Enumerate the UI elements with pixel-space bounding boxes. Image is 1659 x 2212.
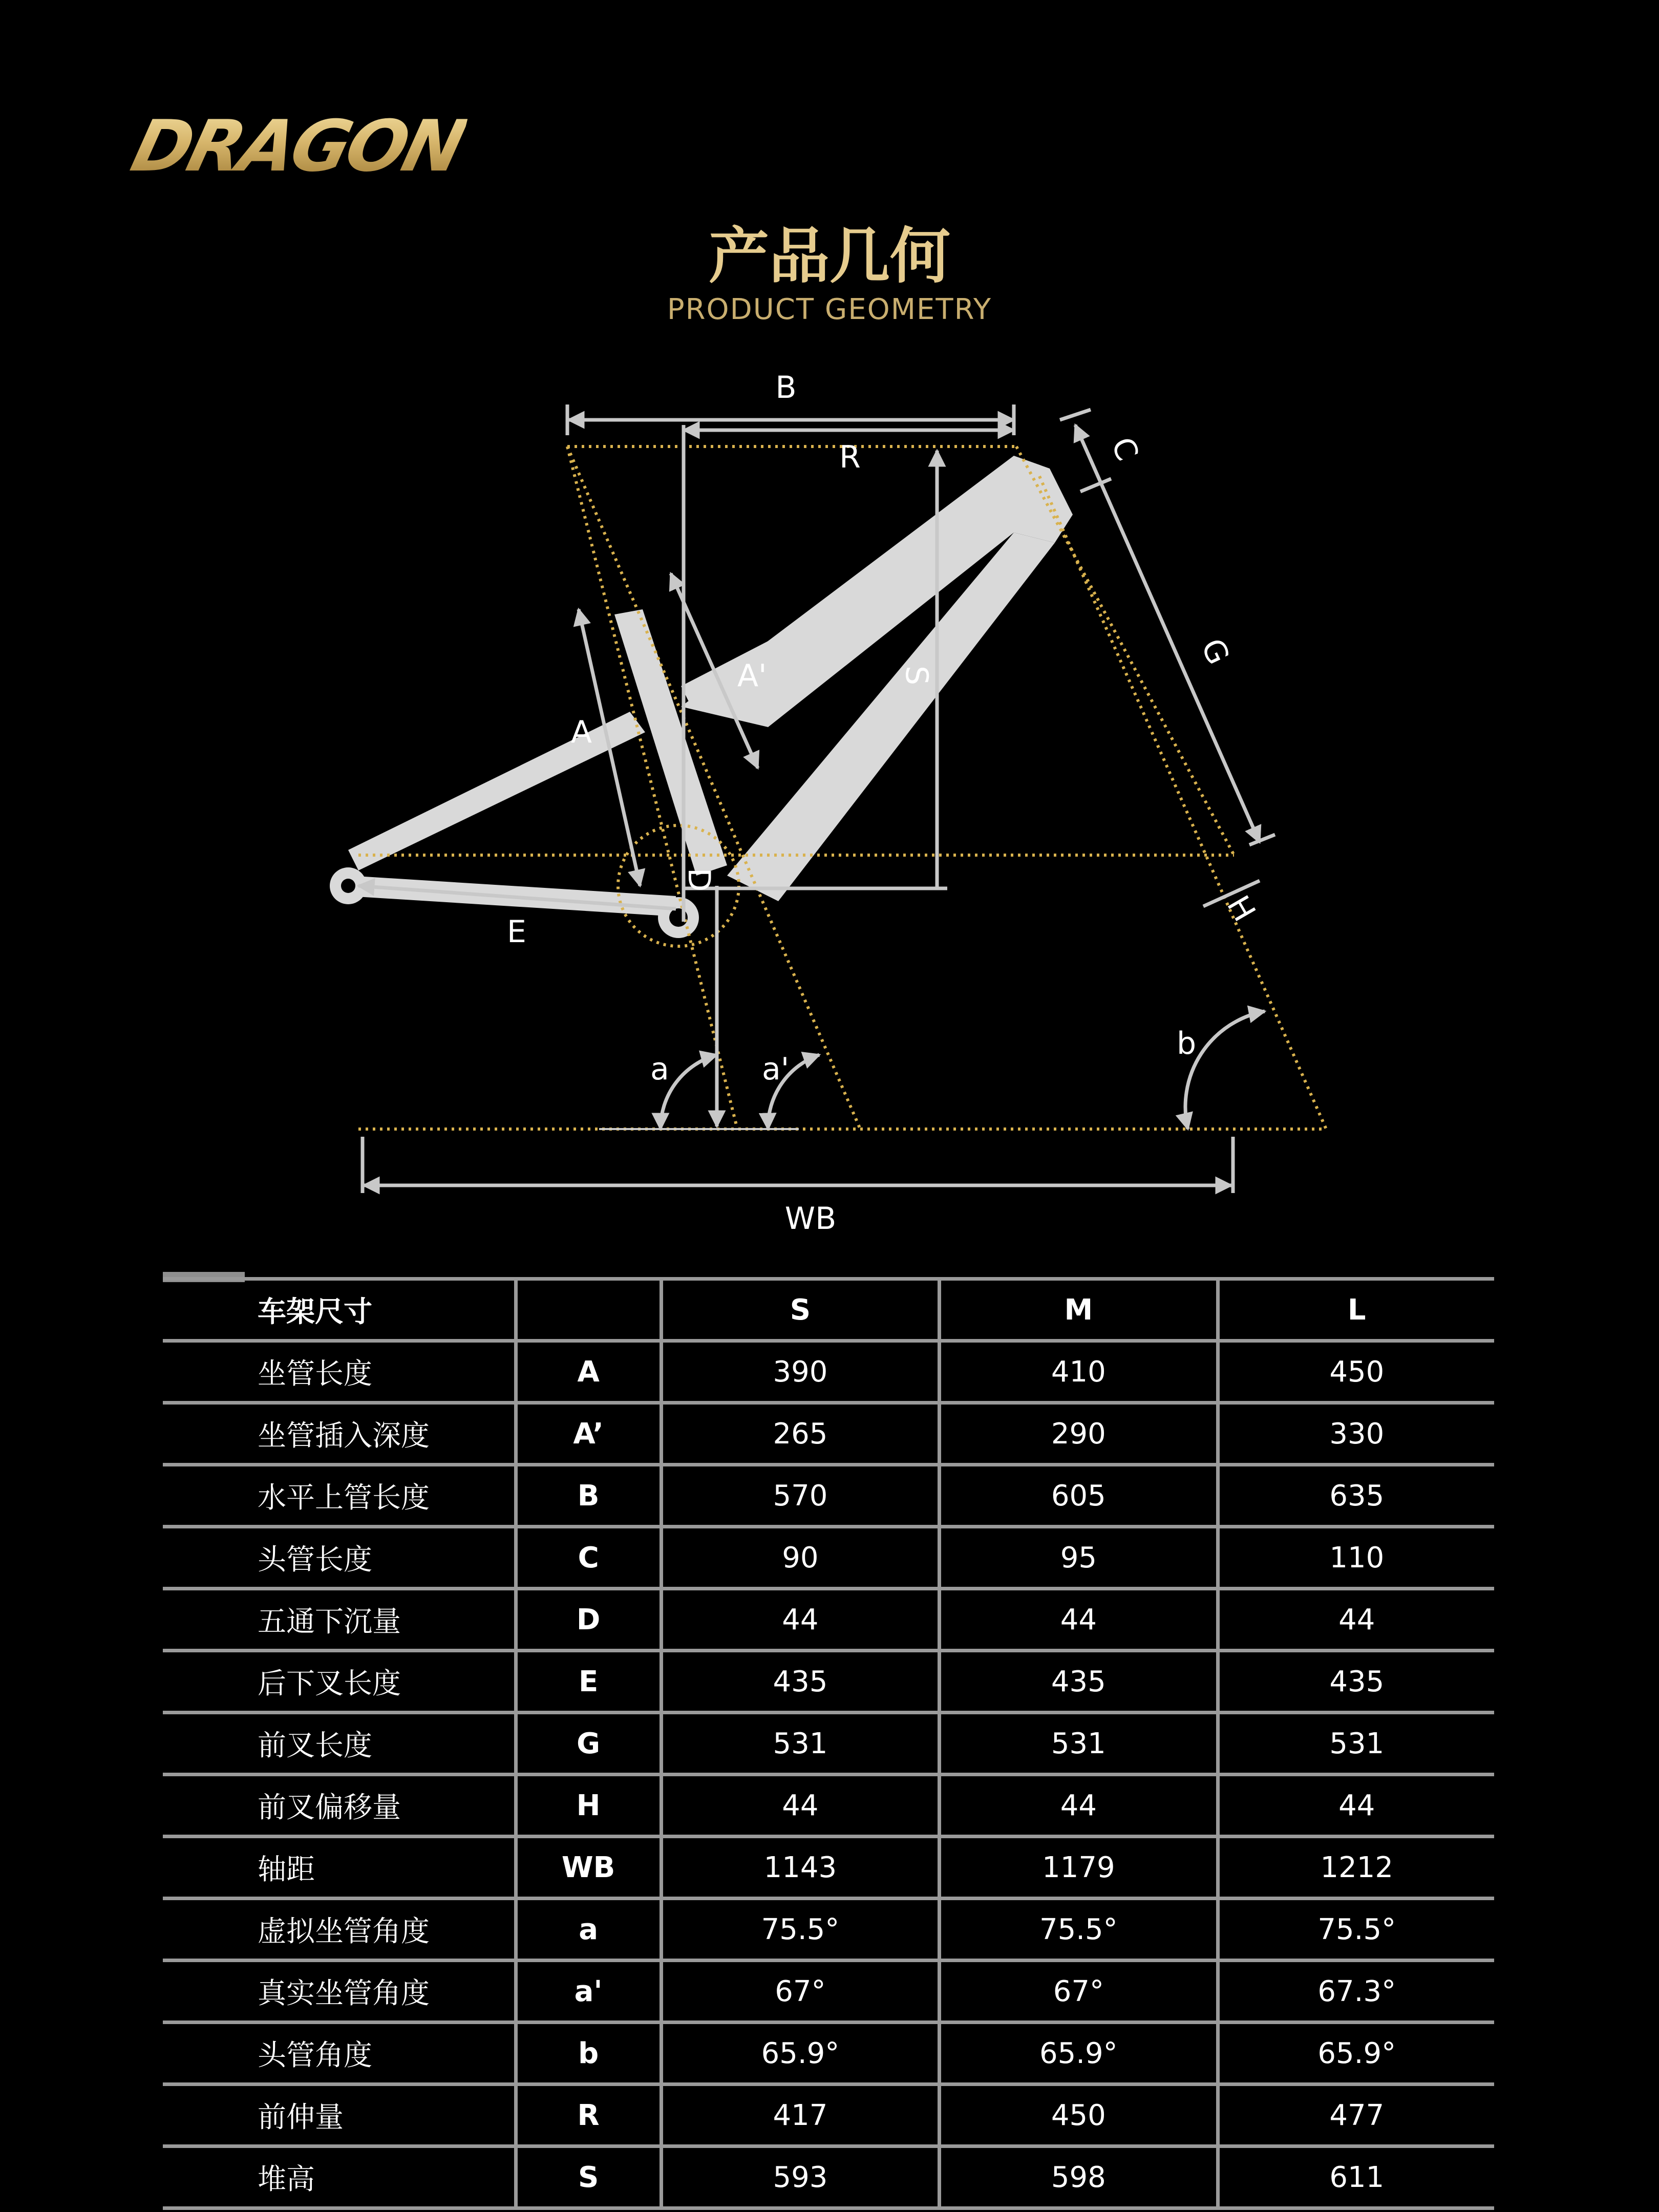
row-code: A’ — [516, 1403, 661, 1465]
table-row — [163, 1465, 1494, 1527]
row-code: a — [516, 1899, 661, 1961]
value-l: 1212 — [1218, 1837, 1494, 1899]
row-name: 头管角度 — [163, 2023, 516, 2085]
value-s: 1143 — [661, 1837, 939, 1899]
geometry-table — [163, 1277, 1494, 2210]
value-l: 44 — [1218, 1775, 1494, 1837]
row-code: G — [516, 1713, 661, 1775]
header-frame-size: 车架尺寸 — [163, 1279, 516, 1341]
row-name: 后下叉长度 — [163, 1651, 516, 1713]
label-b: b — [1177, 1026, 1197, 1061]
value-l: 531 — [1218, 1713, 1494, 1775]
page-subtitle: PRODUCT GEOMETRY — [667, 293, 992, 326]
row-code: b — [516, 2023, 661, 2085]
label-WB: WB — [784, 1201, 837, 1237]
table-row — [163, 1837, 1494, 1899]
table-row — [163, 1527, 1494, 1589]
value-m: 435 — [940, 1651, 1218, 1713]
value-m: 605 — [940, 1465, 1218, 1527]
row-name: 真实坐管角度 — [163, 1961, 516, 2023]
value-l: 67.3° — [1218, 1961, 1494, 2023]
value-s: 44 — [661, 1775, 939, 1837]
label-a: a — [650, 1051, 669, 1087]
value-s: 90 — [661, 1527, 939, 1589]
value-m: 75.5° — [940, 1899, 1218, 1961]
value-m: 67° — [940, 1961, 1218, 2023]
value-m: 65.9° — [940, 2023, 1218, 2085]
row-name: 坐管长度 — [163, 1341, 516, 1403]
header-code — [516, 1279, 661, 1341]
table-row — [163, 1651, 1494, 1713]
value-m: 44 — [940, 1589, 1218, 1651]
geometry-diagram — [0, 358, 1659, 1249]
value-s: 65.9° — [661, 2023, 939, 2085]
row-name: 坐管插入深度 — [163, 1403, 516, 1465]
value-s: 265 — [661, 1403, 939, 1465]
row-name: 堆高 — [163, 2146, 516, 2208]
bike-frame — [330, 456, 1073, 938]
table-row — [163, 1403, 1494, 1465]
header-size-m: M — [940, 1279, 1218, 1341]
label-D: D — [681, 868, 717, 892]
value-m: 290 — [940, 1403, 1218, 1465]
value-m: 95 — [940, 1527, 1218, 1589]
label-B: B — [775, 370, 797, 406]
label-A: A — [571, 714, 592, 750]
value-s: 417 — [661, 2085, 939, 2146]
row-code: H — [516, 1775, 661, 1837]
value-l: 435 — [1218, 1651, 1494, 1713]
row-code: a' — [516, 1961, 661, 2023]
value-m: 410 — [940, 1341, 1218, 1403]
row-code: S — [516, 2146, 661, 2208]
value-s: 435 — [661, 1651, 939, 1713]
value-m: 598 — [940, 2146, 1218, 2208]
value-m: 450 — [940, 2085, 1218, 2146]
table-row — [163, 1341, 1494, 1403]
label-R: R — [839, 439, 861, 475]
row-code: WB — [516, 1837, 661, 1899]
table-header-row — [163, 1279, 1494, 1341]
label-S: S — [899, 666, 934, 686]
value-l: 477 — [1218, 2085, 1494, 2146]
table-row — [163, 1589, 1494, 1651]
value-l: 635 — [1218, 1465, 1494, 1527]
dragon-logo: DRAGON — [123, 105, 471, 187]
value-m: 1179 — [940, 1837, 1218, 1899]
value-s: 593 — [661, 2146, 939, 2208]
table-row — [163, 2085, 1494, 2146]
header-size-s: S — [661, 1279, 939, 1341]
row-name: 前叉长度 — [163, 1713, 516, 1775]
value-l: 65.9° — [1218, 2023, 1494, 2085]
row-name: 虚拟坐管角度 — [163, 1899, 516, 1961]
table-row — [163, 2146, 1494, 2208]
value-s: 570 — [661, 1465, 939, 1527]
value-l: 450 — [1218, 1341, 1494, 1403]
label-E: E — [507, 914, 526, 950]
row-code: D — [516, 1589, 661, 1651]
row-code: B — [516, 1465, 661, 1527]
table-row — [163, 1713, 1494, 1775]
row-name: 五通下沉量 — [163, 1589, 516, 1651]
label-A-prime: A' — [737, 658, 767, 694]
row-name: 头管长度 — [163, 1527, 516, 1589]
label-C: C — [1104, 432, 1145, 466]
row-code: C — [516, 1527, 661, 1589]
header-size-l: L — [1218, 1279, 1494, 1341]
row-name: 轴距 — [163, 1837, 516, 1899]
row-name: 前叉偏移量 — [163, 1775, 516, 1837]
label-G: G — [1194, 633, 1237, 670]
value-s: 531 — [661, 1713, 939, 1775]
value-s: 67° — [661, 1961, 939, 2023]
value-s: 75.5° — [661, 1899, 939, 1961]
value-l: 75.5° — [1218, 1899, 1494, 1961]
table-row — [163, 2023, 1494, 2085]
value-l: 611 — [1218, 2146, 1494, 2208]
table-row — [163, 1961, 1494, 2023]
table-row — [163, 1899, 1494, 1961]
value-l: 110 — [1218, 1527, 1494, 1589]
row-code: R — [516, 2085, 661, 2146]
value-m: 531 — [940, 1713, 1218, 1775]
value-s: 44 — [661, 1589, 939, 1651]
value-s: 390 — [661, 1341, 939, 1403]
value-l: 330 — [1218, 1403, 1494, 1465]
value-l: 44 — [1218, 1589, 1494, 1651]
table-row — [163, 1775, 1494, 1837]
row-code: E — [516, 1651, 661, 1713]
row-name: 水平上管长度 — [163, 1465, 516, 1527]
label-a-prime: a' — [762, 1051, 790, 1087]
page-title: 产品几何 — [708, 221, 950, 291]
label-H: H — [1220, 889, 1263, 928]
value-m: 44 — [940, 1775, 1218, 1837]
row-code: A — [516, 1341, 661, 1403]
row-name: 前伸量 — [163, 2085, 516, 2146]
